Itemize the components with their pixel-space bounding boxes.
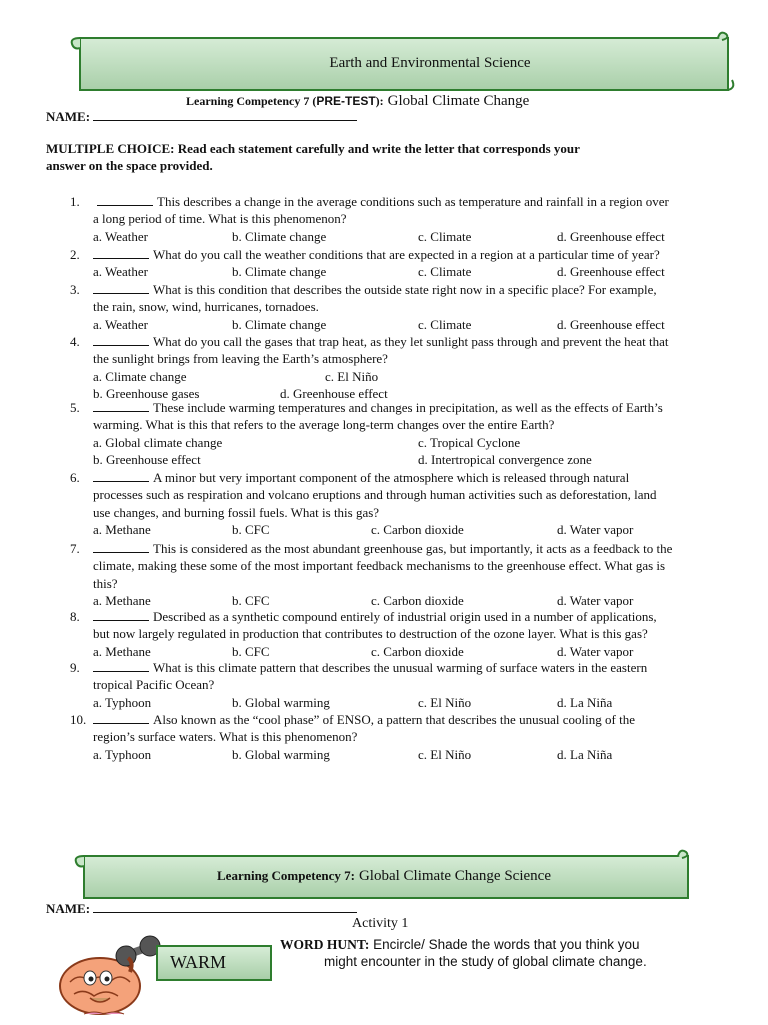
answer-blank[interactable]	[97, 195, 153, 206]
question-text: This is considered as the most abundant greenhouse gas, but importantly, it acts as a feedback to the	[153, 541, 673, 556]
question-text: the rain, snow, wind, hurricanes, tornadoes.	[93, 299, 319, 315]
top-banner	[68, 28, 736, 94]
answer-option: b. Climate change	[232, 316, 327, 332]
answer-option: d. Water vapor	[557, 522, 634, 538]
answer-option: a. Global climate change	[93, 434, 223, 450]
answer-option: c. Carbon dioxide	[371, 522, 464, 538]
question-text: A minor but very important component of the atmosphere which is released through natural	[153, 470, 630, 485]
answer-option: a. Climate change	[93, 368, 187, 384]
competency-title: Global Climate Change	[387, 93, 530, 109]
question-text: What do you call the weather conditions that are expected in a region at a particular time of year?	[153, 247, 660, 262]
answer-option: a. Methane	[93, 522, 151, 538]
question-number: 3.	[70, 282, 80, 297]
answer-blank[interactable]	[93, 713, 149, 724]
answer-option: b. Greenhouse gases	[93, 386, 200, 402]
question-line	[93, 400, 663, 416]
answer-option: b. Global warming	[232, 694, 330, 710]
question-text: tropical Pacific Ocean?	[93, 677, 215, 693]
question-text: processes such as respiration and volcano eruptions and through human activities such as deforestation, land	[93, 487, 657, 503]
question-text: the sunlight brings from leaving the Earth’s atmosphere?	[93, 351, 388, 367]
answer-option: d. Greenhouse effect	[557, 264, 665, 280]
answer-option: d. Water vapor	[557, 643, 634, 659]
answer-option: a. Typhoon	[93, 746, 152, 762]
question-number: 7.	[70, 541, 80, 556]
competency-label-2: Learning Competency 7:	[217, 868, 355, 883]
question-number: 2.	[70, 247, 80, 262]
answer-blank[interactable]	[93, 610, 149, 621]
warm-box	[156, 945, 272, 981]
competency-title-2: Global Climate Change Science	[358, 868, 551, 884]
question-number: 6.	[70, 470, 80, 485]
answer-option: c. El Niño	[418, 694, 472, 710]
answer-option: a. Weather	[93, 228, 149, 244]
question-number: 10.	[70, 712, 87, 727]
answer-option: c. El Niño	[418, 746, 472, 762]
answer-option: c. Climate	[418, 264, 472, 280]
competency-label: Learning Competency 7 (	[186, 94, 317, 108]
pretest-label: PRE-TEST	[316, 94, 376, 108]
answer-option: d. La Niña	[557, 746, 613, 762]
brain-mascot-icon	[54, 930, 164, 1020]
competency-close: ):	[375, 94, 384, 108]
question-text: but now largely regulated in production that contributes to destruction of the ozone layer. What is this gas?	[93, 626, 648, 642]
word-hunt-text-2: might encounter in the study of global climate change.	[324, 954, 647, 969]
answer-option: d. Greenhouse effect	[557, 316, 665, 332]
answer-blank[interactable]	[93, 248, 149, 259]
question-number: 4.	[70, 334, 80, 349]
question-line	[93, 660, 647, 676]
answer-option: a. Methane	[93, 593, 151, 609]
instructions-line1: MULTIPLE CHOICE: Read each statement carefully and write the letter that corresponds your	[46, 141, 580, 156]
question-line	[93, 712, 635, 728]
answer-blank[interactable]	[93, 335, 149, 346]
answer-option: a. Weather	[93, 264, 149, 280]
name-label: NAME:	[46, 109, 91, 124]
name-field-2[interactable]	[46, 900, 357, 917]
answer-option: a. Typhoon	[93, 694, 152, 710]
question-text: Described as a synthetic compound entirely of industrial origin used in a number of applications,	[153, 609, 657, 624]
answer-option: c. El Niño	[325, 368, 379, 384]
answer-option: d. Greenhouse effect	[280, 386, 388, 402]
word-hunt-instructions	[280, 936, 647, 970]
answer-option: b. Greenhouse effect	[93, 452, 201, 468]
question-number: 5.	[70, 400, 80, 415]
question-line	[93, 470, 629, 486]
name-label-2: NAME:	[46, 901, 91, 916]
question-text: This describes a change in the average conditions such as temperature and rainfall in a region over	[157, 194, 669, 209]
question-number: 1.	[70, 194, 80, 209]
word-hunt-label: WORD HUNT:	[280, 937, 370, 952]
activity-title: Activity 1	[352, 916, 409, 931]
question-text: climate, making these some of the most important feedback mechanisms to the greenhouse effect. What gas is	[93, 558, 666, 574]
question-line	[93, 541, 672, 557]
word-hunt-text-1: Encircle/ Shade the words that you think you	[373, 937, 640, 952]
course-title: Earth and Environmental Science	[329, 55, 531, 71]
bottom-banner	[72, 846, 696, 902]
question-line	[93, 334, 669, 350]
instructions-line2: answer on the space provided.	[46, 158, 213, 173]
question-line	[93, 609, 657, 625]
answer-option: d. Greenhouse effect	[557, 228, 665, 244]
question-line	[93, 247, 660, 263]
name-field[interactable]	[46, 108, 357, 125]
question-number: 8.	[70, 609, 80, 624]
question-line	[93, 282, 657, 298]
answer-blank[interactable]	[93, 401, 149, 412]
question-text: use changes, and burning fossil fuels. What is this gas?	[93, 504, 380, 520]
question-number: 9.	[70, 660, 80, 675]
answer-blank[interactable]	[93, 661, 149, 672]
name-blank[interactable]	[93, 109, 357, 121]
answer-option: c. Carbon dioxide	[371, 593, 464, 609]
question-text: a long period of time. What is this phenomenon?	[93, 211, 347, 227]
question-text: region’s surface waters. What is this phenomenon?	[93, 729, 358, 745]
answer-option: b. Global warming	[232, 746, 330, 762]
answer-option: b. Climate change	[232, 264, 327, 280]
question-text: warming. What is this that refers to the average long-term changes over the entire Earth?	[93, 417, 555, 433]
instructions	[46, 140, 746, 174]
answer-option: d. Water vapor	[557, 593, 634, 609]
answer-option: a. Weather	[93, 316, 149, 332]
answer-option: c. Tropical Cyclone	[418, 434, 521, 450]
question-text: Also known as the “cool phase” of ENSO, a pattern that describes the unusual cooling of the	[153, 712, 635, 727]
question-text: What is this condition that describes the outside state right now in a specific place? For example,	[153, 282, 657, 297]
answer-blank[interactable]	[93, 542, 149, 553]
answer-option: b. Climate change	[232, 228, 327, 244]
question-text: What is this climate pattern that describes the unusual warming of surface waters in the eastern	[153, 660, 648, 675]
question-text: What do you call the gases that trap heat, as they let sunlight pass through and prevent the heat that	[153, 334, 669, 349]
answer-option: c. Carbon dioxide	[371, 643, 464, 659]
question-text: These include warming temperatures and changes in precipitation, as well as the effects of Earth’s	[153, 400, 663, 415]
name-blank-2[interactable]	[93, 901, 357, 913]
competency-heading-2	[72, 867, 696, 885]
question-text: this?	[93, 575, 118, 591]
answer-blank[interactable]	[93, 283, 149, 294]
warm-label: WARM	[170, 952, 227, 972]
answer-option: a. Methane	[93, 643, 151, 659]
answer-option: c. Climate	[418, 316, 472, 332]
answer-option: d. La Niña	[557, 694, 613, 710]
answer-option: c. Climate	[418, 228, 472, 244]
question-line	[97, 194, 669, 210]
answer-option: b. CFC	[232, 593, 270, 609]
answer-option: b. CFC	[232, 522, 270, 538]
answer-option: b. CFC	[232, 643, 270, 659]
answer-option: d. Intertropical convergence zone	[418, 452, 592, 468]
answer-blank[interactable]	[93, 471, 149, 482]
